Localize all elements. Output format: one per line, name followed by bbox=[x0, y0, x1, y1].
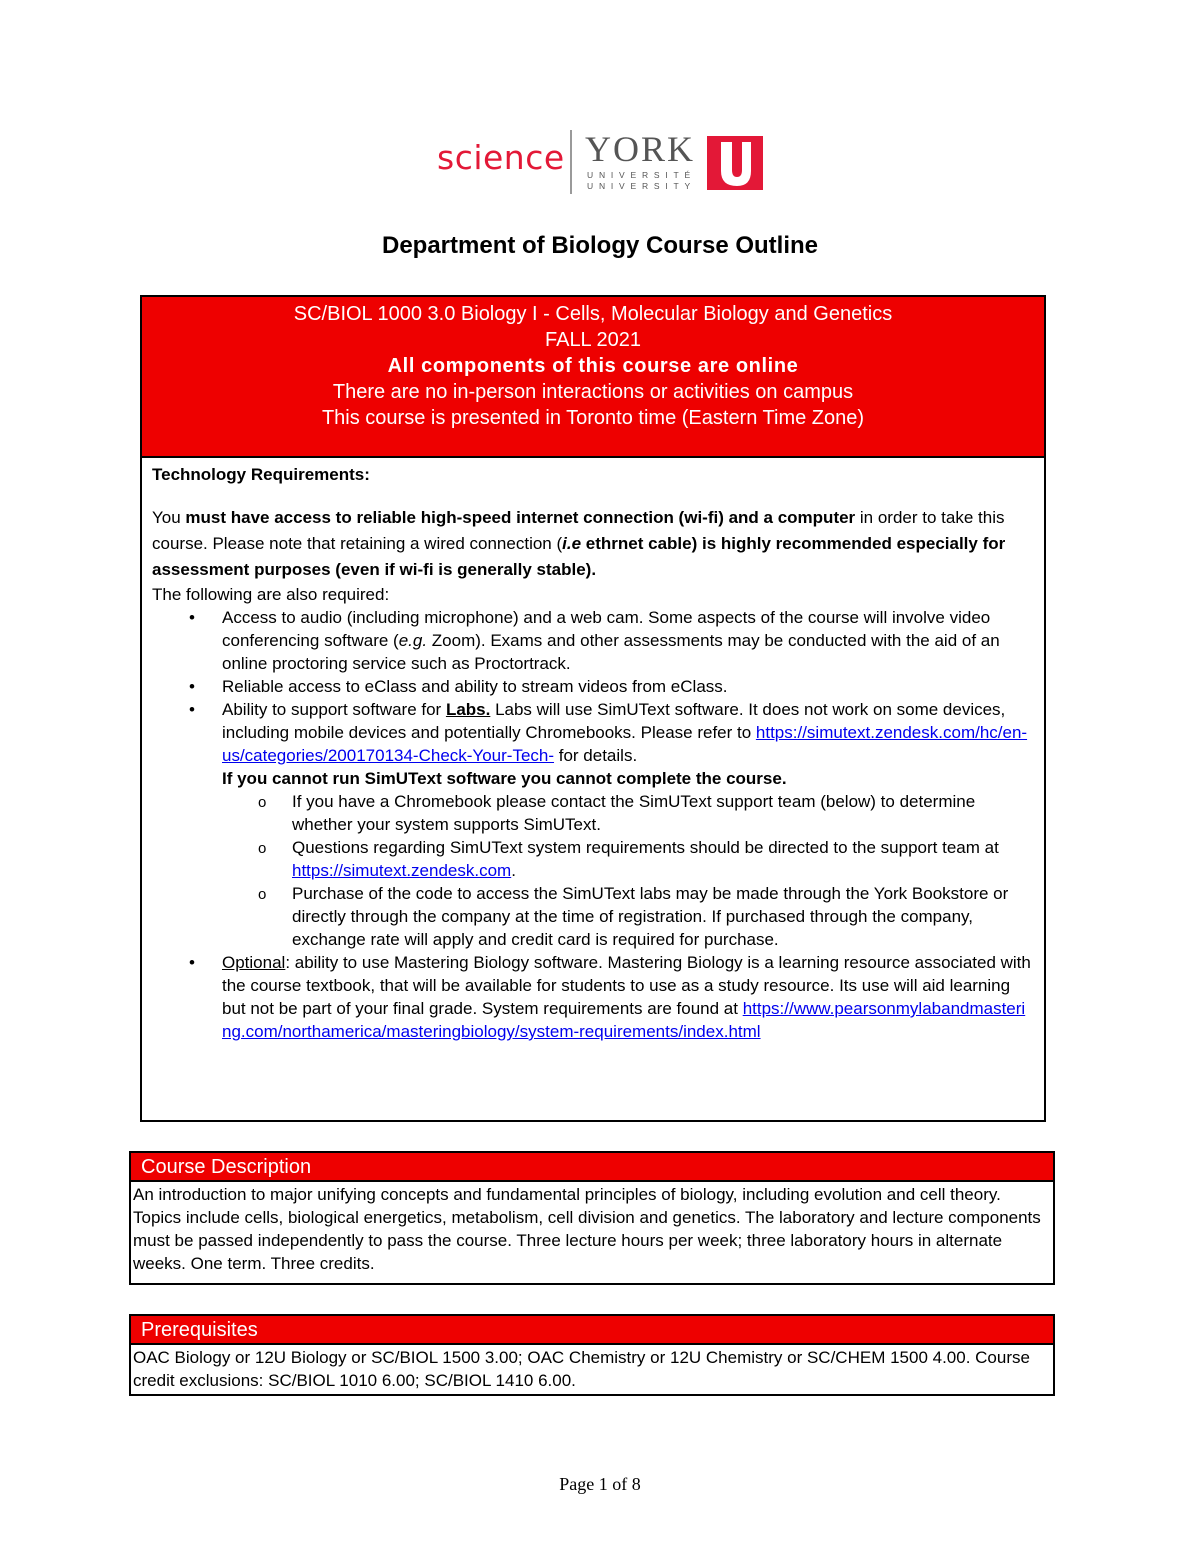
course-description-section bbox=[129, 1151, 1055, 1285]
list-item: • Access to audio (including microphone) and a web cam. Some aspects of the course will involve video conferencing software (e.g. Zoom). Exams and other assessments may be conducted with the aid of an online proctoring service such as Proctortrack. bbox=[152, 606, 1034, 675]
no-inperson-notice: There are no in-person interactions or activities on campus bbox=[332, 381, 854, 403]
list-item: o If you have a Chromebook please contact the SimUText support team (below) to determine whether your system supports SimUText. bbox=[222, 790, 1034, 836]
course-code-title: SC/BIOL 1000 3.0 Biology I - Cells, Molecular Biology and Genetics bbox=[293, 303, 893, 325]
list-item: • Ability to support software for Labs. Labs will use SimUText software. It does not work on some devices, including mobile devices and potentially Chromebooks. Please refer to https://simutext.zendesk.com/hc/en-us/categories/200170134-Check-Your-Tech- for details. If you cannot run SimUText software you cannot complete the course. o If you have a Chromebook please contact the SimUText support team (below) to determine whether your system supports SimUText. o Questions regarding SimUText system requirements should be directed to the support team at https://simutext.zendesk.com. o Purchase of the code to access the SimUText labs may be made through the York Bookstore or directly through the company at the time of registration. If purchased through the company, exchange rate will apply and credit card is required for purchase. bbox=[152, 698, 1034, 951]
logo-science-text: science bbox=[437, 138, 565, 177]
simutext-support-link[interactable]: https://simutext.zendesk.com bbox=[292, 861, 512, 880]
york-u-icon bbox=[707, 136, 763, 190]
course-term: FALL 2021 bbox=[544, 329, 641, 351]
list-item: • Reliable access to eClass and ability to stream videos from eClass. bbox=[152, 675, 1034, 698]
prerequisites-body: OAC Biology or 12U Biology or SC/BIOL 1500 3.00; OAC Chemistry or 12U Chemistry or SC/CHEM 1500 4.00. Course credit exclusions: SC/BIOL 1010 6.00; SC/BIOL 1410 6.00. bbox=[133, 1348, 1030, 1390]
logo-york-text: YORK bbox=[585, 129, 696, 169]
tech-intro-paragraph: You must have access to reliable high-speed internet connection (wi-fi) and a computer in order to take this course. Please note that retaining a wired connection (i.e ethrnet cable) is highly recommended especially for assessment purposes (even if wi-fi is generally stable). bbox=[152, 508, 1006, 579]
list-item: o Purchase of the code to access the SimUText labs may be made through the York Bookstore or directly through the company at the time of registration. If purchased through the company, exchange rate will apply and credit card is required for purchase. bbox=[222, 882, 1034, 951]
mastering-biology-link[interactable]: https://www.pearsonmylabandmastering.com/northamerica/masteringbiology/system-requirements/index.html bbox=[222, 999, 1026, 1041]
simutext-check-tech-link[interactable]: https://simutext.zendesk.com/hc/en-us/categories/200170134-Check-Your-Tech- bbox=[222, 723, 1028, 765]
timezone-notice: This course is presented in Toronto time (Eastern Time Zone) bbox=[321, 407, 865, 429]
page-number: Page 1 of 8 bbox=[559, 1474, 641, 1494]
york-science-logo bbox=[437, 130, 767, 194]
list-item: • Optional: ability to use Mastering Biology software. Mastering Biology is a learning resource associated with the course textbook, that will be available for students to use as a study resource. Its use will aid learning but not be part of your final grade. System requirements are found at https://www.pearsonmylabandmastering.com/northamerica/masteringbiology/system-requirements/index.html bbox=[152, 951, 1034, 1043]
course-header-banner bbox=[142, 297, 1044, 458]
page-title: Department of Biology Course Outline bbox=[381, 232, 819, 259]
prerequisites-title: Prerequisites bbox=[131, 1316, 1053, 1345]
prerequisites-section bbox=[129, 1314, 1055, 1396]
list-item: o Questions regarding SimUText system requirements should be directed to the support team at https://simutext.zendesk.com. bbox=[222, 836, 1034, 882]
course-description-body: An introduction to major unifying concepts and fundamental principles of biology, including evolution and cell theory. Topics include cells, biological energetics, metabolism, cell division and genetics. The laboratory and lecture components must be passed independently to pass the course. Three lecture hours per week; three laboratory hours in alternate weeks. One term. Three credits. bbox=[133, 1185, 1041, 1273]
technology-requirements bbox=[142, 458, 1044, 1043]
also-required-label: The following are also required: bbox=[152, 585, 390, 604]
online-notice: All components of this course are online bbox=[387, 355, 799, 377]
simutext-warning: If you cannot run SimUText software you cannot complete the course. bbox=[222, 769, 787, 788]
course-info-box bbox=[140, 295, 1046, 1122]
logo-universite-text: UNIVERSITÉ bbox=[587, 170, 697, 180]
simutext-sublist bbox=[222, 790, 1034, 951]
course-description-title: Course Description bbox=[131, 1153, 1053, 1182]
requirements-list bbox=[152, 606, 1034, 1043]
tech-requirements-title: Technology Requirements: bbox=[152, 465, 370, 484]
logo-university-text: UNIVERSITY bbox=[587, 181, 697, 191]
logo-divider bbox=[570, 130, 572, 194]
